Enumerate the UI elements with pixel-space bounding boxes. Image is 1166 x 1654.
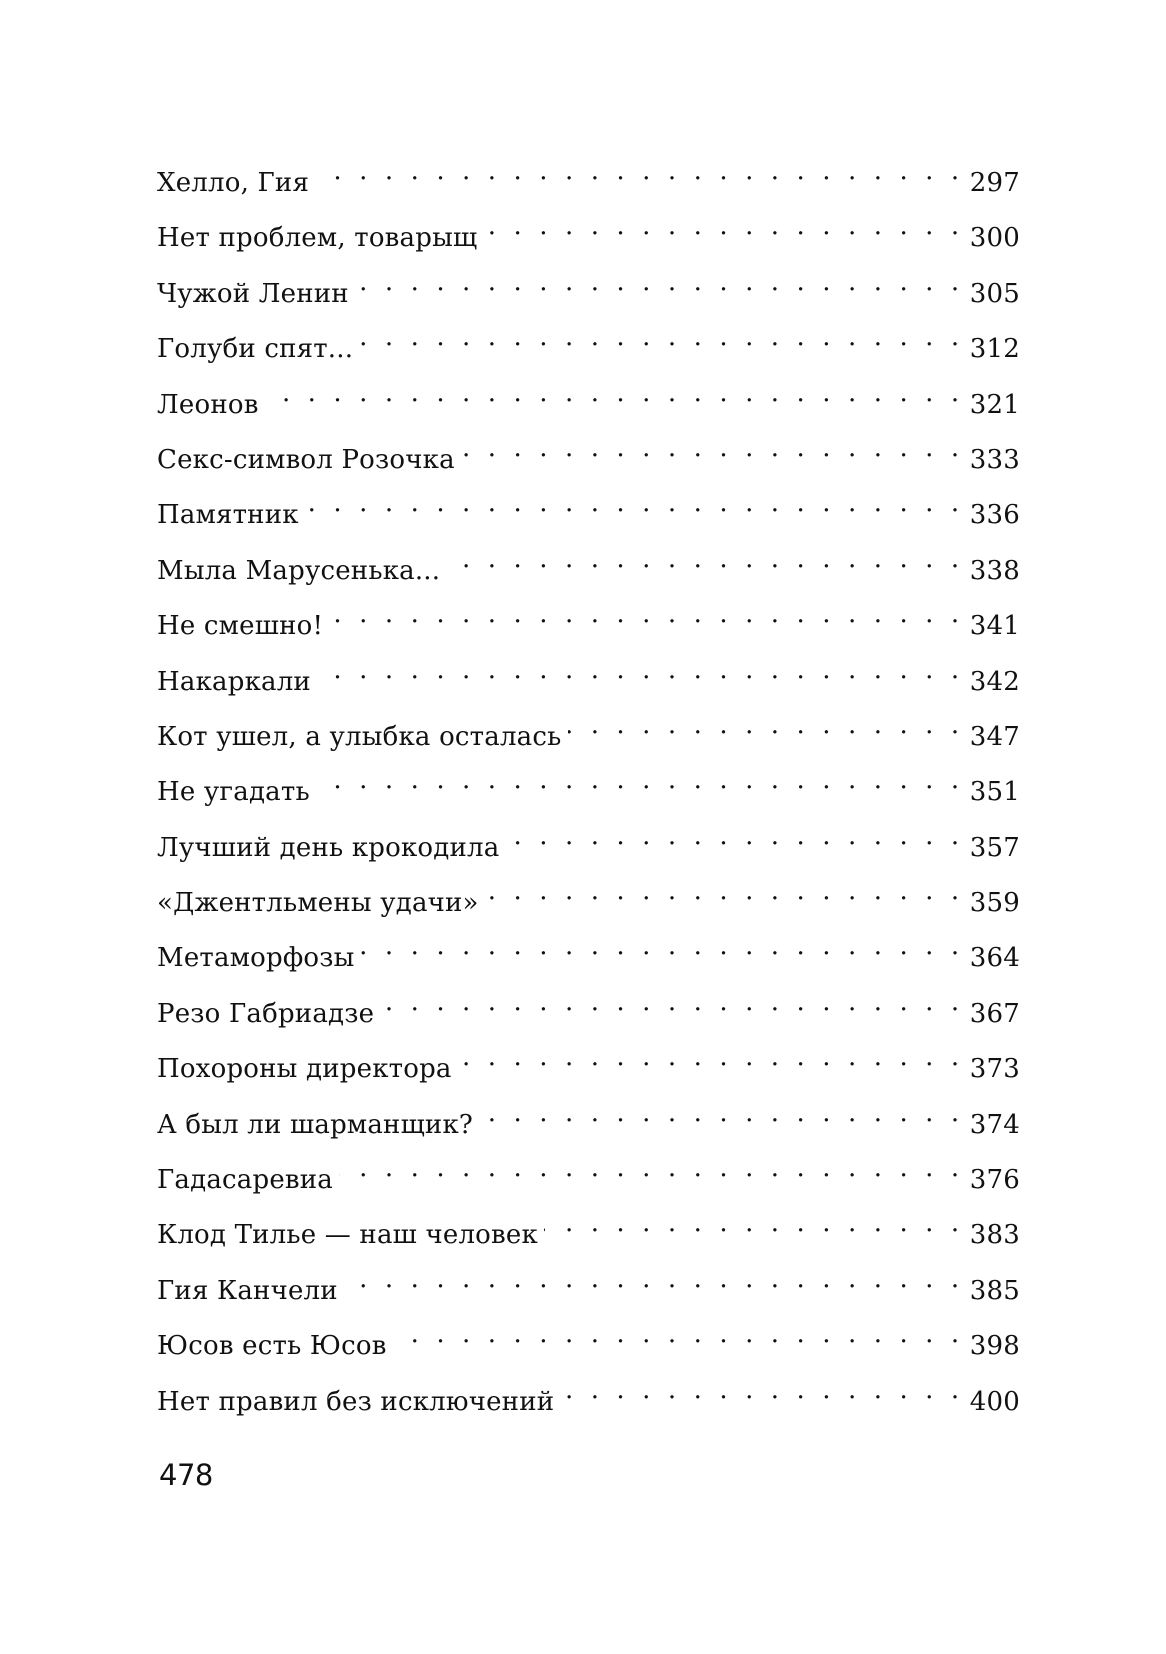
toc-entry — [157, 1148, 1020, 1203]
toc-entry-title: Не смешно! — [157, 611, 324, 642]
dot-leader — [560, 1370, 963, 1410]
dot-leader — [265, 373, 964, 413]
toc-entry-title: Клод Тилье — наш человек — [157, 1220, 538, 1251]
toc-entry-title: «Джентльмены удачи» — [157, 888, 479, 919]
toc-entry — [157, 262, 1020, 317]
dot-leader — [329, 594, 964, 634]
toc-entry — [157, 594, 1020, 649]
toc-entry — [157, 816, 1020, 871]
toc-entry-title: Нет проблем, товарыщ — [157, 223, 478, 254]
toc-entry-title: Лучший день крокодила — [157, 832, 500, 863]
toc-entry-page: 312 — [969, 334, 1020, 365]
toc-entry-title: Гия Канчели — [157, 1275, 338, 1306]
toc-entry — [157, 539, 1020, 594]
toc-entry — [157, 373, 1020, 428]
toc-entry-page: 400 — [969, 1386, 1020, 1417]
toc-entry-page: 373 — [969, 1054, 1020, 1085]
toc-entry-page: 341 — [969, 611, 1020, 642]
toc-entry — [157, 982, 1020, 1037]
toc-entry-page: 385 — [969, 1275, 1020, 1306]
toc-entry — [157, 926, 1020, 981]
dot-leader — [461, 428, 964, 468]
toc-entry — [157, 705, 1020, 760]
toc-entry-title: Секс-символ Розочка — [157, 444, 455, 475]
dot-leader — [485, 871, 964, 911]
dot-leader — [316, 760, 964, 800]
toc-entry-title: Чужой Ленин — [157, 278, 349, 309]
toc-entry — [157, 317, 1020, 372]
dot-leader — [544, 1203, 964, 1243]
toc-entry-title: Резо Габриадзе — [157, 998, 375, 1029]
toc-entry — [157, 483, 1020, 538]
dot-leader — [483, 206, 963, 246]
toc-entry-page: 383 — [969, 1220, 1020, 1251]
toc-entry-title: Голуби спят... — [157, 334, 354, 365]
toc-entry-page: 376 — [969, 1165, 1020, 1196]
toc-entry — [157, 206, 1020, 261]
dot-leader — [361, 926, 964, 966]
toc-entry-page: 347 — [969, 721, 1020, 752]
toc-entry-page: 374 — [969, 1109, 1020, 1140]
dot-leader — [315, 151, 964, 191]
toc-entry-page: 367 — [969, 998, 1020, 1029]
toc-entry-page: 336 — [969, 500, 1020, 531]
dot-leader — [380, 982, 964, 1022]
toc-entry-title: Похороны директора — [157, 1054, 452, 1085]
table-of-contents — [157, 151, 1020, 1425]
dot-leader — [317, 650, 964, 690]
toc-entry-page: 333 — [969, 444, 1020, 475]
toc-entry-page: 364 — [969, 943, 1020, 974]
toc-entry — [157, 650, 1020, 705]
toc-entry — [157, 1259, 1020, 1314]
toc-entry-page: 398 — [969, 1331, 1020, 1362]
toc-entry-title: Мыла Марусенька... — [157, 555, 441, 586]
toc-entry-page: 342 — [969, 666, 1020, 697]
toc-entry — [157, 151, 1020, 206]
toc-entry-title: Нет правил без исключений — [157, 1386, 555, 1417]
toc-entry — [157, 1370, 1020, 1425]
toc-entry-title: Метаморфозы — [157, 943, 355, 974]
toc-entry-title: Юсов есть Юсов — [157, 1331, 387, 1362]
toc-entry-page: 351 — [969, 777, 1020, 808]
toc-entry-page: 338 — [969, 555, 1020, 586]
toc-entry-title: Памятник — [157, 500, 299, 531]
dot-leader — [344, 1259, 964, 1299]
dot-leader — [339, 1148, 964, 1188]
page-number: 478 — [159, 1458, 213, 1492]
toc-entry — [157, 1093, 1020, 1148]
toc-entry — [157, 760, 1020, 815]
dot-leader — [446, 539, 964, 579]
dot-leader — [479, 1093, 964, 1133]
toc-entry-page: 357 — [969, 832, 1020, 863]
toc-entry-title: Гадасаревиа — [157, 1165, 333, 1196]
dot-leader — [393, 1314, 964, 1354]
toc-entry-title: Кот ушел, а улыбка осталась — [157, 721, 562, 752]
dot-leader — [568, 705, 964, 745]
toc-entry-title: Накаркали — [157, 666, 311, 697]
toc-entry-page: 321 — [969, 389, 1020, 420]
toc-entry — [157, 871, 1020, 926]
toc-entry — [157, 428, 1020, 483]
dot-leader — [505, 816, 963, 856]
dot-leader — [355, 262, 964, 302]
toc-entry-title: Хелло, Гия — [157, 168, 310, 198]
dot-leader — [305, 483, 964, 523]
toc-entry — [157, 1037, 1020, 1092]
toc-entry-title: Леонов — [157, 389, 259, 420]
toc-entry-title: Не угадать — [157, 777, 310, 808]
toc-entry-page: 297 — [969, 168, 1020, 198]
toc-entry-page: 305 — [969, 278, 1020, 309]
toc-entry-page: 359 — [969, 888, 1020, 919]
toc-entry-title: А был ли шарманщик? — [157, 1109, 474, 1140]
toc-entry-page: 300 — [969, 223, 1020, 254]
dot-leader — [359, 317, 964, 357]
toc-entry — [157, 1314, 1020, 1369]
dot-leader — [458, 1037, 964, 1077]
toc-entry — [157, 1203, 1020, 1258]
